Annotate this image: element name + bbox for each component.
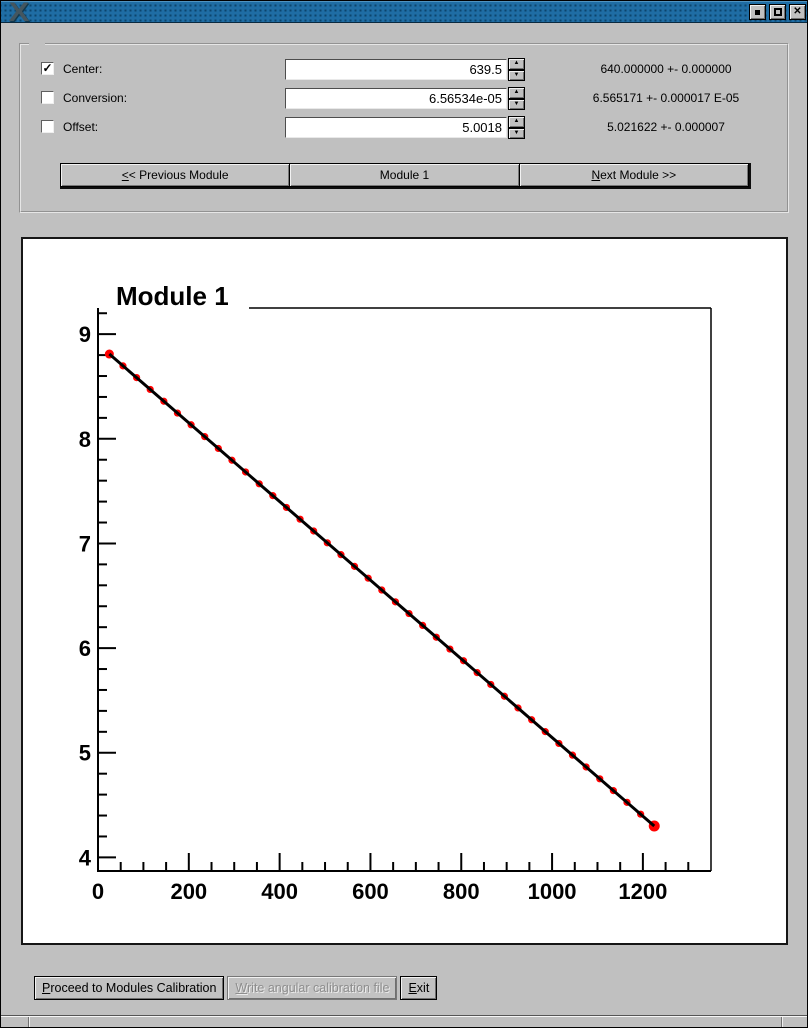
write-angular-calibration-file-button: Write angular calibration file — [227, 976, 397, 1000]
center-spin-down-button[interactable] — [508, 70, 525, 82]
close-button[interactable] — [789, 4, 806, 20]
footer-button-bar — [34, 976, 437, 1000]
svg-text:7: 7 — [78, 531, 91, 557]
plot-canvas[interactable] — [21, 237, 788, 945]
offset-spinner — [508, 116, 525, 139]
arrow-down-icon: ▼ — [513, 100, 520, 107]
svg-text:200: 200 — [170, 879, 208, 904]
previous-module-button[interactable]: << Previous Module — [60, 163, 290, 187]
svg-text:600: 600 — [352, 879, 389, 904]
exit-button[interactable]: Exit — [400, 976, 437, 1000]
offset-spin-up-button[interactable] — [508, 116, 525, 128]
module-calibration-plot — [23, 239, 786, 943]
svg-text:9: 9 — [78, 322, 91, 348]
x11-logo-icon: X — [8, 0, 30, 27]
arrow-down-icon: ▼ — [513, 129, 520, 136]
center-input[interactable]: 639.5 — [285, 59, 507, 80]
svg-text:4: 4 — [78, 845, 91, 871]
center-checkbox[interactable]: ✓ — [42, 61, 53, 75]
center-label: Center: — [63, 62, 103, 76]
svg-text:5: 5 — [78, 740, 91, 766]
arrow-up-icon: ▲ — [513, 60, 520, 67]
svg-text:Module 1: Module 1 — [116, 281, 229, 311]
svg-text:8: 8 — [78, 426, 91, 452]
window-resize-bar[interactable] — [1, 1016, 808, 1027]
conversion-spin-down-button[interactable] — [508, 99, 525, 111]
offset-spin-down-button[interactable] — [508, 128, 525, 140]
conversion-label: Conversion: — [63, 91, 128, 105]
svg-text:1000: 1000 — [527, 879, 577, 904]
resize-grip-left — [28, 1017, 29, 1028]
center-fit-result: 640.000000 +- 0.000000 — [600, 62, 732, 76]
arrow-up-icon: ▲ — [513, 89, 520, 96]
proceed-to-modules-calibration-button[interactable]: Proceed to Modules Calibration — [34, 976, 224, 1000]
conversion-input[interactable]: 6.56534e-05 — [285, 88, 507, 109]
svg-text:6: 6 — [78, 636, 91, 662]
conversion-spinner — [508, 87, 525, 110]
frame-notch — [29, 41, 45, 46]
minimize-button[interactable] — [749, 4, 766, 20]
conversion-checkbox[interactable] — [41, 91, 54, 104]
maximize-icon — [774, 8, 782, 16]
offset-label: Offset: — [63, 120, 99, 134]
svg-text:800: 800 — [442, 879, 480, 904]
next-module-button[interactable]: Next Module >> — [519, 163, 749, 187]
module-indicator-button[interactable]: Module 1 — [289, 163, 519, 187]
conversion-fit-result: 6.565171 +- 0.000017 E-05 — [592, 91, 740, 105]
conversion-spin-up-button[interactable] — [508, 87, 525, 99]
svg-text:400: 400 — [261, 879, 298, 904]
resize-grip-right — [781, 1017, 782, 1028]
maximize-button[interactable] — [769, 4, 786, 20]
close-icon: ✕ — [793, 6, 802, 17]
offset-input[interactable]: 5.0018 — [285, 117, 507, 138]
minimize-icon — [755, 10, 760, 15]
module-nav-row — [60, 163, 751, 189]
center-spin-up-button[interactable] — [508, 58, 525, 70]
center-spinner — [508, 58, 525, 81]
arrow-down-icon: ▼ — [513, 71, 520, 78]
svg-text:1200: 1200 — [618, 879, 668, 904]
arrow-up-icon: ▲ — [513, 118, 520, 125]
title-bar[interactable] — [1, 0, 808, 27]
svg-text:0: 0 — [91, 879, 105, 904]
offset-checkbox[interactable] — [41, 120, 54, 133]
offset-fit-result: 5.021622 +- 0.000007 — [607, 120, 725, 134]
